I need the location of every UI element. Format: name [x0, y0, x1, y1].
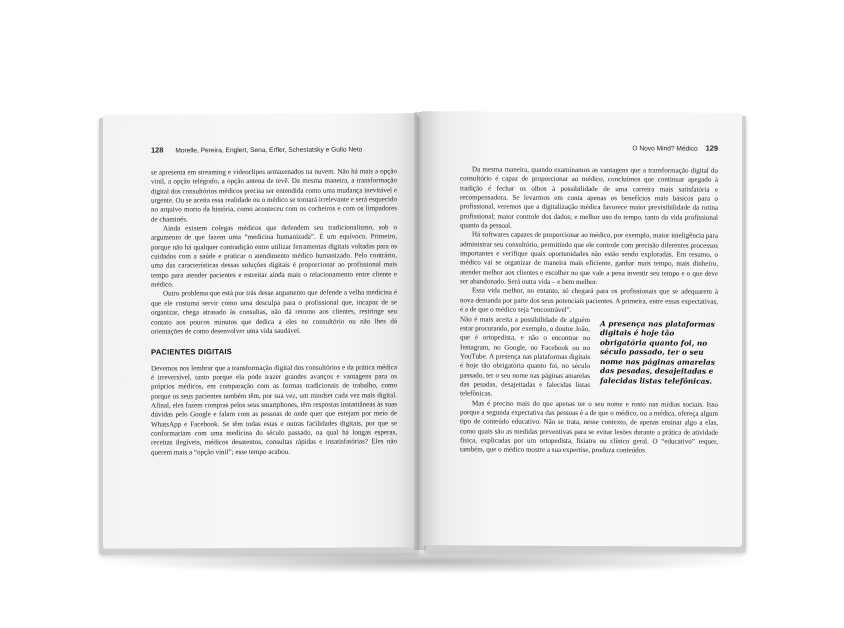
left-paragraph-2: Ainda existem colegas médicos que defendem seu tradicionalismo, sob o argumento de que fazem uma “medicina humanizada”. É um equívoco. Primeiro, porque não há qualquer contradição entre utilizar ferramentas digitais voltadas para os cuidados com a saúde e praticar o atendimento médico humanizado. Pelo contrário, uma das características dessas soluções digitais é proporcionar ao profissional mais tempo para atender pacientes e estreitar ainda mais o relacionamento entre cliente e médico. — [151, 223, 397, 289]
pull-quote-wrap — [460, 315, 718, 400]
right-paragraph-2: Há softwares capazes de proporcionar ao médico, por exemplo, maior inteligência para administrar seu consultório, permitindo que ele controle com precisão diferentes processos importantes e verifique quais oportunidades não estão sendo exploradas. Em resumo, o médico vai se organizar de maneira mais eficiente, ganhar mais tempo, mais dinheiro, atender melhor aos clientes e escolher no que vale a pena investir seu tempo e o que deve ser abandonado. Será outra vida – e bem melhor. — [460, 230, 718, 287]
right-page-number: 129 — [705, 143, 718, 153]
section-heading: PACIENTES DIGITAIS — [151, 347, 232, 357]
left-paragraph-3: Outro problema que está por trás desse argumento que defende a velha medicina é que ele costuma servir como uma desculpa para o profissional que, incapaz de se organizar, chega atrasado às consultas, não dá retorno aos clientes, restringe seu contato aos poucos minutos que dedica a eles no consultório ou não lhes dá orientações de como desenvolver uma vida saudável. — [151, 288, 397, 336]
left-page-number: 128 — [151, 145, 164, 155]
pull-quote: A presença nas plataformas digitais é hoje tão obrigatória quanto foi, no século passado, ter o seu nome nas páginas amarelas das pesadas, desajeitadas e falecidas listas telefônicas. — [600, 318, 715, 386]
left-section-paragraph: Devemos nos lembrar que a transformação digital dos consultórios e da prática médica é irreversível, tanto porque ela pode trazer grandes avanços e vantagens para os próprios médicos, em comparação com as formas tradicionais de trabalho, como porque os seus pacientes também têm, por sua vez, um mindset cada vez mais digital. Afinal, eles fazem compras pelos seus smartphones, têm respostas instantâneas às suas dúvidas pelo Google e falam com as pessoas de onde quer que estejam por meio de WhatsApp e Facebook. Se têm todas estas e outras facilidades digitais, por que se conformariam com uma medicina do século passado, na qual há longas esperas, receitas ilegíveis, médicos desatentos, consultas rápidas e insatisfatórias? Eles não querem mais a “opção vinil”; esse tempo acabou. — [151, 362, 397, 457]
right-paragraph-1: Da mesma maneira, quando examinamos as vantagens que a transformação digital do consultório é capaz de proporcionar ao médico, concluímos que continuar apegado à tradição é fechar os olhos à possibilidade de uma carreira mais satisfatória e recompensadora. Se levarmos em conta apenas os benefícios mais básicos para o profissional, veremos que a digitalização médica favorece maior previsibilidade da rotina profissional; maior controle dos dados; e melhor uso do tempo, tanto da vida profissional quanto da pessoal. — [460, 165, 718, 230]
left-page — [103, 113, 417, 549]
left-body-text — [151, 167, 397, 457]
right-paragraph-3: Essa vida melhor, no entanto, só chegará para os profissionais que se adequarem à nova demanda por parte dos seus potenciais pacientes. A primeira, entre essas expectativas, é a de que o médico seja “encontrável”. — [460, 286, 718, 315]
right-wrap-paragraph: Não é mais aceita a possibilidade de alguém estar procurando, por exemplo, o doutor João, que é ortopedista, e não o encontrar no Instagram, no Google, no Facebook ou no YouTube. A presença nas plataformas digitais é hoje tão obrigatória quanto foi, no século passado, ter o seu nome nas páginas amarelas das pesadas, desajeitadas e falecidas listas telefônicas. — [460, 314, 590, 398]
left-running-head — [151, 144, 397, 155]
left-running-head-authors: Morelle, Pereira, Englert, Sena, Erfler, Schestatsky e Gullo Neto — [175, 146, 363, 155]
right-final-paragraph: Mas é preciso mais do que apenas ter o seu nome e rosto nas mídias sociais. Isso porque a segunda expectativa das pessoas é a de que o médico, ou a médica, ofereça algum tipo de conteúdo educativo. Não se trata, nesse contexto, de apenas ensinar algo a elas, como quais são as medidas preventivas para se evitar lesões durante a prática de atividade física, explicadas por um ortopedista, fisiatra ou clínico geral. O “educativo” requer, também, que o médico mostre a sua expertise, produza conteúdos — [460, 399, 718, 455]
right-running-head — [460, 142, 718, 153]
right-page — [422, 111, 742, 547]
right-running-head-title: O Novo Mind? Médico — [632, 145, 698, 153]
left-paragraph-1: se apresenta em streaming e videoclipes armazenados na nuvem. Não há mais a opção vinil, a opção telégrafo, a opção antena de tevê. Da mesma maneira, a transformação digital dos consultórios médicos precisa ser entendida como uma mudança inevitável e urgente. Ou se aceita essa realidade ou o médico se tornará irrelevante e será esquecido no arquivo morto da história, como aconteceu com os cocheiros e com os limpadores de chaminés. — [151, 167, 397, 224]
right-body-text — [460, 165, 718, 456]
